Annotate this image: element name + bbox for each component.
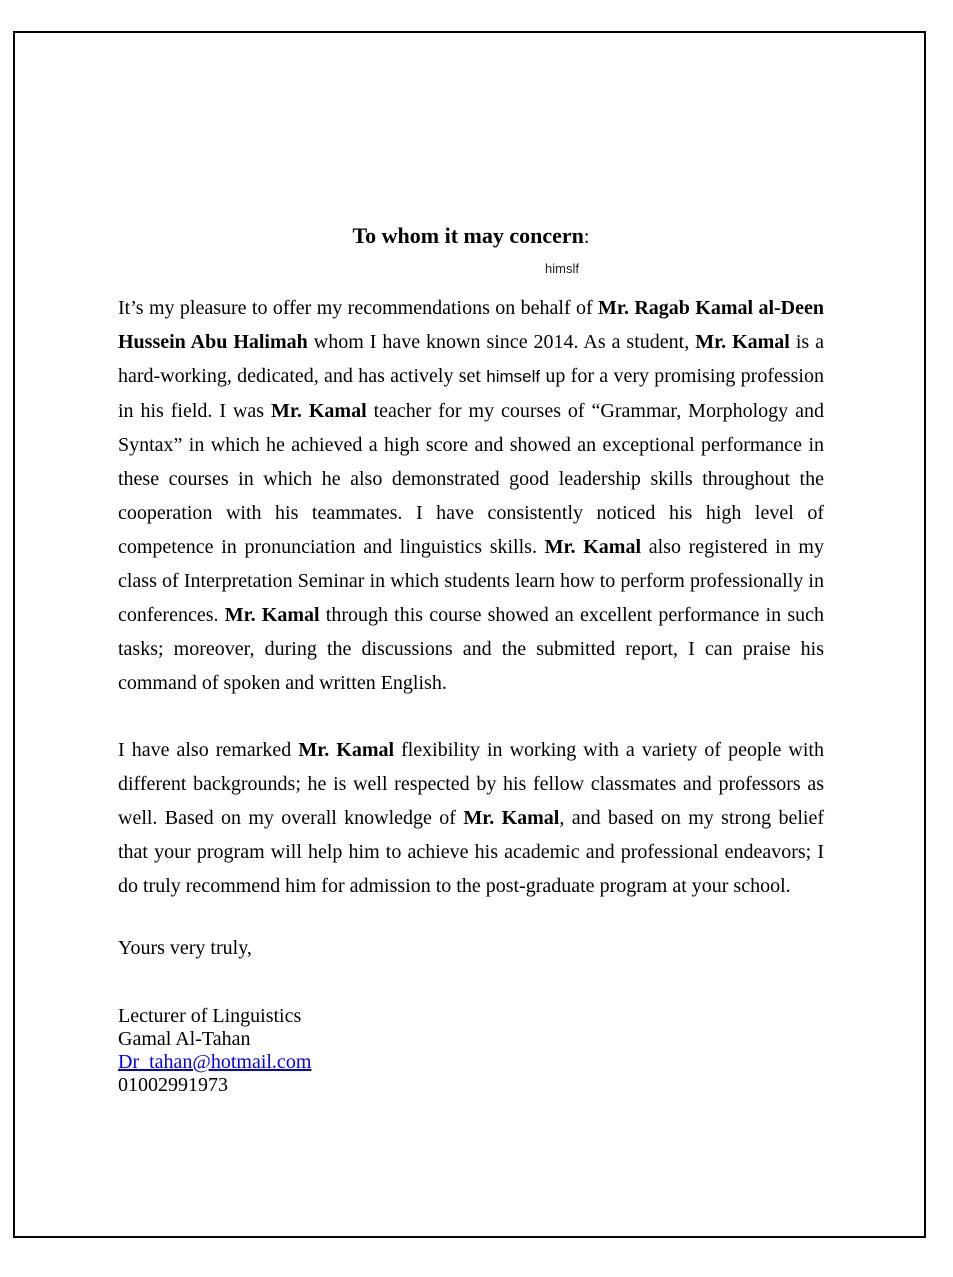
signature-name: Gamal Al-Tahan	[118, 1028, 251, 1050]
closing-salutation: Yours very truly,	[118, 937, 252, 959]
text-segment: It’s my pleasure to offer my recommendations on behalf of	[118, 297, 599, 319]
annotation-himslf: himslf	[545, 261, 579, 276]
letter-title	[118, 222, 824, 251]
letter-paragraph-2	[118, 733, 824, 903]
letter-content	[118, 222, 824, 1097]
bold-name-segment: Mr. Kamal	[224, 604, 320, 626]
signature-phone: 01002991973	[118, 1074, 228, 1096]
bold-name-segment: Mr. Kamal	[544, 536, 642, 558]
text-segment: through this course showed an excellent performance in such tasks; moreover, during the discussions and the submitted report, I can praise his command of spoken and written English.	[118, 604, 824, 694]
text-segment: teacher for my courses of “Grammar, Morphology and Syntax” in which he achieved a high score and showed an exceptional performance in these courses in which he also demonstrated good leadership skills throughout the cooperation with his teammates. I have consistently noticed his high level of competence in pronunciation and linguistics skills.	[118, 400, 825, 558]
letter-paragraph-1	[118, 291, 824, 700]
bold-name-segment: Mr. Ragab Kamal al-Deen Hussein Abu Halimah	[118, 297, 825, 353]
signature-role: Lecturer of Linguistics	[118, 1005, 302, 1027]
signature-email-line	[118, 1051, 824, 1074]
bold-name-segment: Mr. Kamal	[463, 807, 560, 829]
letter-title-text: To whom it may concern	[352, 223, 584, 248]
text-segment: flexibility in working with a variety of people with different backgrounds; he is well respected by his fellow classmates and professors as well. Based on my overall knowledge of	[118, 739, 824, 829]
text-segment: up for a very promising profession in his field. I was	[118, 365, 824, 422]
text-segment: whom I have known since 2014. As a student,	[307, 331, 696, 353]
text-segment: is a hard-working, dedicated, and has actively set	[118, 331, 825, 387]
bold-name-segment: Mr. Kamal	[298, 739, 395, 761]
signature-block	[118, 1005, 824, 1097]
email-link[interactable]: Dr_tahan@hotmail.com	[118, 1051, 312, 1073]
bold-name-segment: Mr. Kamal	[271, 400, 367, 422]
bold-name-segment: Mr. Kamal	[695, 331, 790, 353]
text-segment: also registered in my class of Interpretation Seminar in which students learn how to perform professionally in conferences.	[118, 536, 824, 626]
text-segment: I have also remarked	[118, 739, 299, 761]
letter-title-colon: :	[583, 226, 590, 248]
text-segment: , and based on my strong belief that your program will help him to achieve his academic and professional endeavors; I do truly recommend him for admission to the post-graduate program at your school.	[118, 807, 825, 897]
inserted-word-segment: himself	[486, 367, 541, 386]
